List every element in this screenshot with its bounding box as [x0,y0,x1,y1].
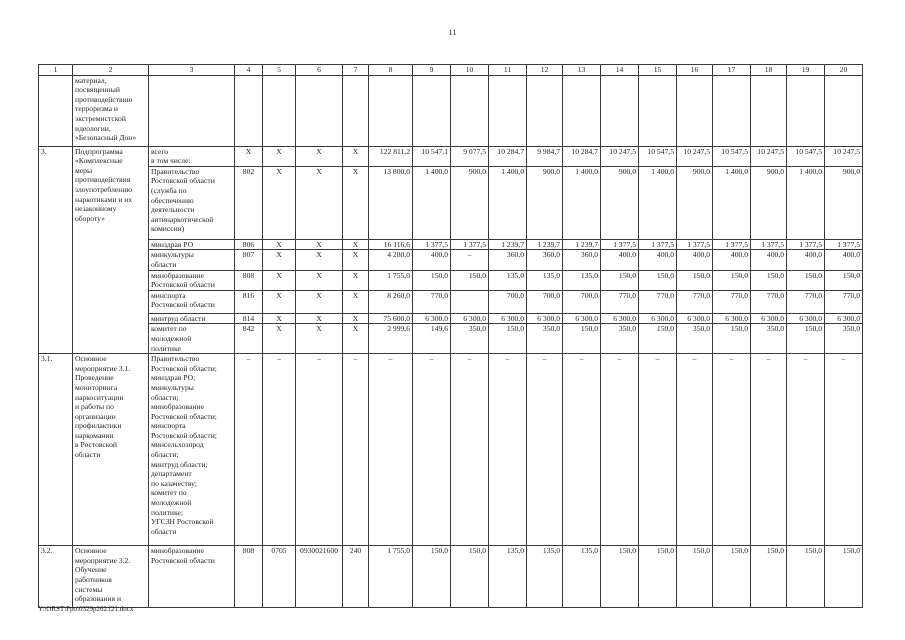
column-header: 10 [451,65,489,76]
value-cell: 350,0 [601,324,639,354]
section-name-cell: Основное мероприятие 3.1. Проведение мониторинга наркоситуации и работы по организации профилактики наркомании в Ростовской области [73,354,149,546]
value-cell: 360,0 [563,250,601,270]
section-number-cell: 3. [39,146,73,354]
value-cell: 6 300,0 [489,313,527,324]
value-cell: – [489,354,527,546]
section-number-cell [39,75,73,146]
responsible-executor-cell: всего в том числе: [149,146,235,166]
value-cell: – [451,250,489,270]
value-cell: 122 811,2 [369,146,413,166]
value-cell: X [343,270,369,290]
value-cell: X [343,250,369,270]
value-cell: 6 300,0 [751,313,787,324]
responsible-executor-cell: минобразование Ростовской области [149,270,235,290]
value-cell: X [343,166,369,239]
value-cell: 1 400,0 [713,166,751,239]
column-header: 16 [677,65,713,76]
value-cell: 400,0 [751,250,787,270]
value-cell: 700,0 [563,290,601,313]
table-row [39,146,863,166]
table-row [39,354,863,546]
value-cell: 10 284,7 [489,146,527,166]
value-cell: 816 [235,290,263,313]
section-name-cell: материал, посвященный противодействию терроризма и экстремистской идеологии, «Безопасный Дон» [73,75,149,146]
column-header: 11 [489,65,527,76]
value-cell: X [263,290,296,313]
value-cell: 4 280,0 [369,250,413,270]
section-number-cell: 3.2. [39,546,73,608]
value-cell: – [787,354,825,546]
value-cell: 807 [235,250,263,270]
value-cell: – [369,354,413,546]
value-cell: 150,0 [787,270,825,290]
value-cell [677,75,713,146]
value-cell: 350,0 [451,324,489,354]
value-cell: 350,0 [677,324,713,354]
value-cell: 150,0 [713,546,751,608]
responsible-executor-cell: минобразование Ростовской области [149,546,235,608]
value-cell: 700,0 [489,290,527,313]
value-cell [451,75,489,146]
value-cell: 6 300,0 [825,313,863,324]
value-cell: 135,0 [489,546,527,608]
column-header: 6 [296,65,343,76]
value-cell: 0705 [263,546,296,608]
column-header: 7 [343,65,369,76]
value-cell: X [296,250,343,270]
column-header: 2 [73,65,149,76]
table-row [39,250,863,270]
value-cell: 150,0 [787,324,825,354]
value-cell: 0930021600 [296,546,343,608]
value-cell: 400,0 [601,250,639,270]
value-cell: – [413,354,451,546]
value-cell: 400,0 [713,250,751,270]
table-row [39,324,863,354]
value-cell: 770,0 [677,290,713,313]
value-cell: 808 [235,270,263,290]
value-cell: 150,0 [677,270,713,290]
value-cell: 75 600,0 [369,313,413,324]
value-cell [639,75,677,146]
value-cell: 6 300,0 [639,313,677,324]
value-cell: 770,0 [825,290,863,313]
value-cell: 150,0 [825,546,863,608]
value-cell: 150,0 [489,324,527,354]
header-row [39,65,863,76]
value-cell: X [263,313,296,324]
column-header: 19 [787,65,825,76]
section-name-cell: Основное мероприятие 3.2. Обучение работников системы образования и [73,546,149,608]
value-cell: 770,0 [601,290,639,313]
responsible-executor-cell: минздрав РО [149,239,235,250]
value-cell: 10 247,5 [677,146,713,166]
value-cell: 6 300,0 [787,313,825,324]
value-cell: 10 247,5 [601,146,639,166]
table-row [39,166,863,239]
value-cell: 1 400,0 [489,166,527,239]
value-cell: 350,0 [527,324,563,354]
value-cell: 900,0 [451,166,489,239]
value-cell: 1 377,5 [751,239,787,250]
value-cell: 16 116,6 [369,239,413,250]
value-cell: 1 377,5 [601,239,639,250]
responsible-executor-cell: минспорта Ростовской области [149,290,235,313]
value-cell: 6 300,0 [413,313,451,324]
value-cell [751,75,787,146]
value-cell: 9 077,5 [451,146,489,166]
value-cell: – [677,354,713,546]
value-cell: 135,0 [563,546,601,608]
value-cell: 150,0 [713,270,751,290]
value-cell: 150,0 [451,270,489,290]
table-row [39,290,863,313]
value-cell: 400,0 [639,250,677,270]
value-cell: 1 377,5 [639,239,677,250]
value-cell: – [451,354,489,546]
value-cell: 1 400,0 [639,166,677,239]
value-cell: 150,0 [451,546,489,608]
value-cell: X [235,146,263,166]
value-cell: 10 547,5 [787,146,825,166]
value-cell: 135,0 [527,270,563,290]
responsible-executor-cell: комитет по молодежной политике [149,324,235,354]
value-cell: 8 260,0 [369,290,413,313]
table-row [39,239,863,250]
value-cell [369,75,413,146]
value-cell [413,75,451,146]
value-cell: – [563,354,601,546]
table-row [39,546,863,608]
column-header: 20 [825,65,863,76]
value-cell [296,75,343,146]
value-cell: 150,0 [601,546,639,608]
value-cell: – [601,354,639,546]
value-cell: 150,0 [563,324,601,354]
value-cell: 1 400,0 [413,166,451,239]
value-cell: 400,0 [677,250,713,270]
column-header: 18 [751,65,787,76]
value-cell: X [296,166,343,239]
value-cell: 770,0 [413,290,451,313]
value-cell: 135,0 [527,546,563,608]
responsible-executor-cell: Правительство Ростовской области; минздрав РО; минкультуры области; минобразование Ростовской области; минспорта Ростовской области; минсельхозпрод области; минтруд области; департамент по казачеству; комитет по молодежной политике; УГСЗН Ростовской области [149,354,235,546]
value-cell: 6 300,0 [713,313,751,324]
value-cell: – [263,354,296,546]
column-header: 14 [601,65,639,76]
responsible-executor-cell: Правительство Ростовской области (служба по обеспечению деятельности антинаркотической комиссии) [149,166,235,239]
column-header: 13 [563,65,601,76]
value-cell: 135,0 [489,270,527,290]
value-cell: 1 377,5 [787,239,825,250]
column-header: 1 [39,65,73,76]
value-cell: 350,0 [825,324,863,354]
value-cell [235,75,263,146]
section-name-cell: Подпрограмма «Комплексные меры противодействия злоупотреблению наркотиками и их незаконному обороту» [73,146,149,354]
value-cell: – [713,354,751,546]
value-cell: X [296,324,343,354]
value-cell: X [263,270,296,290]
value-cell: 842 [235,324,263,354]
value-cell: 150,0 [639,270,677,290]
value-cell: X [296,290,343,313]
value-cell: 150,0 [713,324,751,354]
value-cell: 2 999,6 [369,324,413,354]
value-cell: 1 755,0 [369,270,413,290]
responsible-executor-cell: минтруд области [149,313,235,324]
value-cell: 770,0 [751,290,787,313]
value-cell [263,75,296,146]
value-cell: 360,0 [489,250,527,270]
value-cell: 814 [235,313,263,324]
value-cell: 135,0 [563,270,601,290]
value-cell: 150,0 [751,270,787,290]
value-cell [601,75,639,146]
value-cell: X [343,324,369,354]
value-cell [825,75,863,146]
value-cell: X [343,313,369,324]
value-cell: X [263,166,296,239]
responsible-executor-cell [149,75,235,146]
value-cell: – [296,354,343,546]
value-cell: 6 300,0 [527,313,563,324]
column-header: 9 [413,65,451,76]
value-cell: X [296,270,343,290]
value-cell: 6 300,0 [451,313,489,324]
value-cell [489,75,527,146]
value-cell: X [343,146,369,166]
value-cell: 13 800,0 [369,166,413,239]
value-cell: 1 400,0 [787,166,825,239]
value-cell: 802 [235,166,263,239]
value-cell: 149,6 [413,324,451,354]
value-cell: 6 300,0 [677,313,713,324]
value-cell: 1 377,5 [677,239,713,250]
column-header: 4 [235,65,263,76]
value-cell: – [639,354,677,546]
value-cell: 806 [235,239,263,250]
value-cell: 10 247,5 [751,146,787,166]
value-cell: 10 247,5 [825,146,863,166]
column-header: 17 [713,65,751,76]
value-cell: 1 377,5 [713,239,751,250]
value-cell: 150,0 [751,546,787,608]
section-number-cell: 3.1. [39,354,73,546]
value-cell: X [296,313,343,324]
table-row [39,270,863,290]
value-cell: 9 984,7 [527,146,563,166]
table-row [39,313,863,324]
value-cell: X [263,146,296,166]
value-cell: 150,0 [639,546,677,608]
value-cell [787,75,825,146]
value-cell: 240 [343,546,369,608]
value-cell: – [527,354,563,546]
value-cell: X [343,290,369,313]
value-cell: – [751,354,787,546]
value-cell: 900,0 [527,166,563,239]
value-cell: X [263,324,296,354]
value-cell: X [296,239,343,250]
value-cell: 900,0 [751,166,787,239]
value-cell: 1 239,7 [527,239,563,250]
value-cell: 400,0 [787,250,825,270]
value-cell: 770,0 [787,290,825,313]
value-cell: 900,0 [825,166,863,239]
column-header: 12 [527,65,563,76]
value-cell: – [235,354,263,546]
value-cell [343,75,369,146]
value-cell: 150,0 [639,324,677,354]
value-cell: 10 547,5 [639,146,677,166]
column-header: 8 [369,65,413,76]
value-cell: 1 377,5 [413,239,451,250]
value-cell: 150,0 [825,270,863,290]
value-cell: 1 755,0 [369,546,413,608]
table-row [39,75,863,146]
value-cell: 350,0 [751,324,787,354]
value-cell: 150,0 [413,270,451,290]
value-cell: 1 377,5 [451,239,489,250]
value-cell: 1 239,7 [489,239,527,250]
value-cell [451,290,489,313]
value-cell: 10 284,7 [563,146,601,166]
value-cell: 900,0 [677,166,713,239]
value-cell: 150,0 [787,546,825,608]
value-cell: 400,0 [413,250,451,270]
value-cell: X [296,146,343,166]
table-body [39,75,863,608]
value-cell: 1 239,7 [563,239,601,250]
column-header: 15 [639,65,677,76]
value-cell: 150,0 [413,546,451,608]
budget-table [38,64,863,608]
value-cell: 360,0 [527,250,563,270]
column-header: 3 [149,65,235,76]
value-cell [563,75,601,146]
value-cell: 808 [235,546,263,608]
value-cell: 900,0 [601,166,639,239]
value-cell: 700,0 [527,290,563,313]
value-cell: X [263,250,296,270]
value-cell: 770,0 [639,290,677,313]
value-cell: X [343,239,369,250]
value-cell: 400,0 [825,250,863,270]
value-cell: – [343,354,369,546]
value-cell: 1 400,0 [563,166,601,239]
value-cell: 10 547,5 [713,146,751,166]
value-cell: 150,0 [677,546,713,608]
value-cell: 150,0 [601,270,639,290]
value-cell: 10 547,1 [413,146,451,166]
column-header: 5 [263,65,296,76]
value-cell: – [825,354,863,546]
value-cell [527,75,563,146]
file-path-footer: Y:\ORST\Ppo\0329p262.f21.docx [38,605,134,613]
value-cell: 1 377,5 [825,239,863,250]
page-number: 11 [448,28,457,37]
value-cell [713,75,751,146]
value-cell: 770,0 [713,290,751,313]
value-cell: 6 300,0 [601,313,639,324]
responsible-executor-cell: минкультуры области [149,250,235,270]
value-cell: X [263,239,296,250]
value-cell: 6 300,0 [563,313,601,324]
